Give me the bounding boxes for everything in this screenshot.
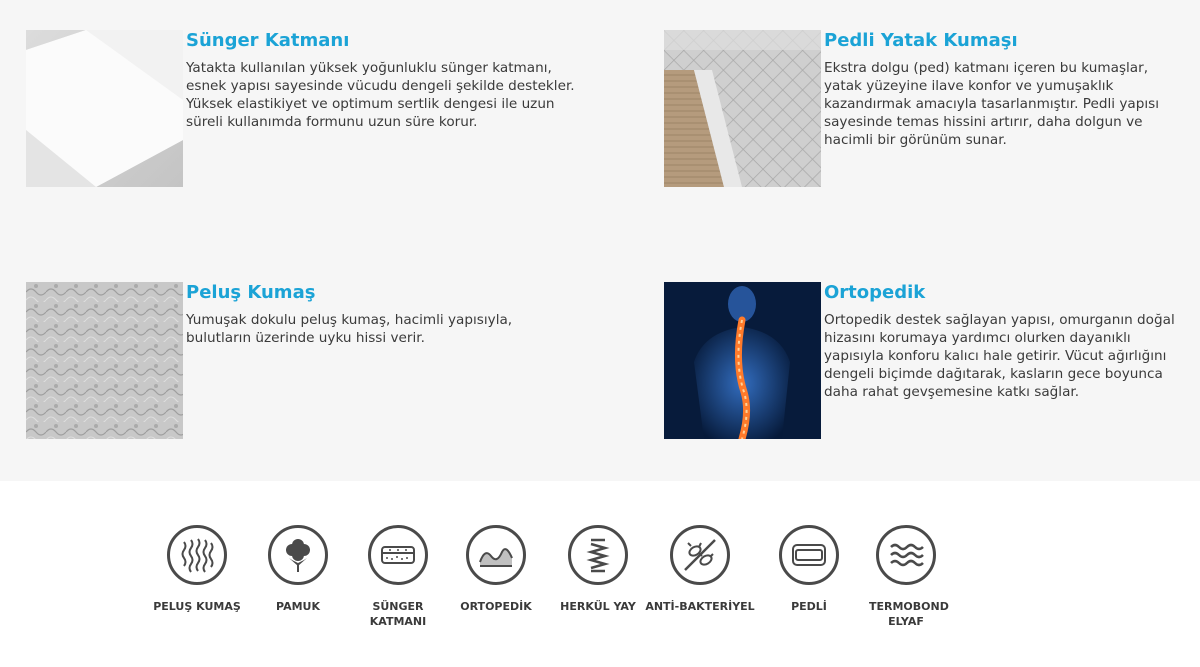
feature-title: Peluş Kumaş xyxy=(186,282,316,303)
plush-fabric-image xyxy=(26,282,183,439)
icon-item-foam xyxy=(343,525,453,629)
feature-padded-fabric xyxy=(664,30,1184,190)
plush-fabric-icon xyxy=(167,525,227,585)
padded-fabric-image xyxy=(664,30,821,187)
cotton-icon xyxy=(268,525,328,585)
icon-item-cotton xyxy=(243,525,353,614)
feature-title: Ortopedik xyxy=(824,282,926,303)
icon-label: HERKÜL YAY xyxy=(560,600,636,613)
feature-description: Yatakta kullanılan yüksek yoğunluklu sünger katmanı, esnek yapısı sayesinde vücudu dengeli şekilde destekler. Yüksek elastikiyet ve optimum sertlik dengesi ile uzun süreli kullanımda formunu uzun süre korur. xyxy=(186,60,575,130)
icon-label: ANTİ-BAKTERİYEL xyxy=(645,600,755,613)
feature-title: Pedli Yatak Kumaşı xyxy=(824,30,1018,51)
icon-item-antibacterial xyxy=(645,525,755,614)
thermobond-fiber-icon xyxy=(876,525,936,585)
feature-icons-row xyxy=(0,481,1200,667)
feature-description: Ortopedik destek sağlayan yapısı, omurganın doğal hizasını korumaya yardımcı olurken dayanıklı yapısıyla konforu kalıcı hale getirir. Vücut ağırlığını dengeli biçimde dağıtarak, kasların gece boyunca daha rahat gevşemesine katkı sağlar. xyxy=(824,312,1175,400)
icon-item-spring xyxy=(543,525,653,614)
feature-orthopedic xyxy=(664,282,1184,442)
foam-layer-icon xyxy=(368,525,428,585)
icon-label: SÜNGER KATMANI xyxy=(369,600,427,628)
icon-label: TERMOBOND ELYAF xyxy=(869,600,949,628)
feature-description: Yumuşak dokulu peluş kumaş, hacimli yapısıyla, bulutların üzerinde uyku hissi verir. xyxy=(186,312,513,346)
spring-icon xyxy=(568,525,628,585)
anti-bacterial-icon xyxy=(670,525,730,585)
icon-label: PELUŞ KUMAŞ xyxy=(153,600,241,613)
orthopedic-icon xyxy=(466,525,526,585)
icon-item-thermobond xyxy=(851,525,961,629)
icon-item-padded xyxy=(754,525,864,614)
icon-label: PEDLİ xyxy=(791,600,827,613)
spine-image xyxy=(664,282,821,439)
padded-icon xyxy=(779,525,839,585)
feature-foam-layer xyxy=(26,30,586,190)
icon-item-plush xyxy=(142,525,252,614)
feature-title: Sünger Katmanı xyxy=(186,30,350,51)
feature-description: Ekstra dolgu (ped) katmanı içeren bu kumaşlar, yatak yüzeyine ilave konfor ve yumuşaklık kazandırmak amacıyla tasarlanmıştır. Pedli yapısı sayesinde temas hissini artırır, daha dolgun ve hacimli bir görünüm sunar. xyxy=(824,60,1159,148)
icon-label: PAMUK xyxy=(276,600,320,613)
foam-layer-image xyxy=(26,30,183,187)
feature-plush-fabric xyxy=(26,282,586,442)
icon-label: ORTOPEDİK xyxy=(460,600,532,613)
icon-item-orthopedic xyxy=(441,525,551,614)
